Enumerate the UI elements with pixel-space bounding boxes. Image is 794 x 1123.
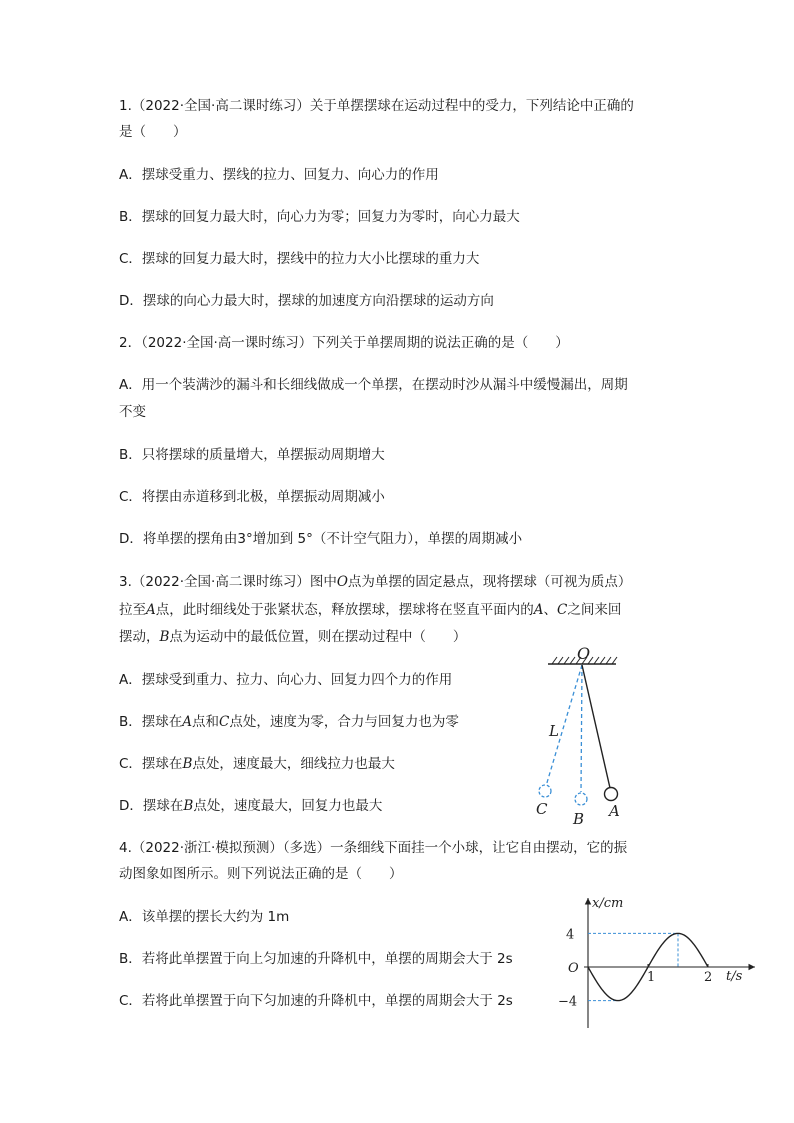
tick-label-x-1: 1 bbox=[647, 970, 656, 985]
origin-label: O bbox=[568, 961, 579, 976]
q3-option-d: D．摆球在B点处，速度最大，回复力也最大 bbox=[119, 798, 383, 814]
q3-option-a: A．摆球受到重力、拉力、向心力、回复力四个力的作用 bbox=[119, 672, 453, 688]
q1-stem-line2: 是（ ） bbox=[119, 124, 187, 140]
tick-label-x-2: 2 bbox=[704, 970, 713, 985]
label-b: B bbox=[573, 810, 585, 828]
q1-stem-line1: 1.（2022·全国·高二课时练习）关于单摆摆球在运动过程中的受力，下列结论中正确的 bbox=[119, 98, 634, 114]
ball-b bbox=[575, 793, 587, 805]
x-axis-label: t/s bbox=[726, 969, 743, 984]
q3-option-b: B．摆球在A点和C点处，速度为零，合力与回复力也为零 bbox=[119, 714, 459, 730]
vibration-graph bbox=[550, 888, 765, 1033]
label-c: C bbox=[536, 800, 548, 818]
ball-a bbox=[605, 788, 618, 801]
q1-option-c: C．摆球的回复力最大时，摆线中的拉力大小比摆球的重力大 bbox=[119, 251, 480, 267]
q2-option-b: B．只将摆球的质量增大，单摆振动周期增大 bbox=[119, 447, 385, 463]
q4-option-b: B．若将此单摆置于向上匀加速的升降机中，单摆的周期会大于 2s bbox=[119, 951, 513, 967]
q4-stem-line2: 动图象如图所示。则下列说法正确的是（ ） bbox=[119, 866, 403, 882]
label-a: A bbox=[609, 802, 620, 820]
q2-option-d: D．将单摆的摆角由3°增加到 5°（不计空气阻力），单摆的周期减小 bbox=[119, 531, 523, 547]
q2-option-a-line2: 不变 bbox=[119, 404, 146, 420]
q4-stem-line1: 4.（2022·浙江·模拟预测）（多选）一条细线下面挂一个小球，让它自由摆动，它的振 bbox=[119, 840, 628, 856]
q2-option-a-line1: A．用一个装满沙的漏斗和长细线做成一个单摆，在摆动时沙从漏斗中缓慢漏出，周期 bbox=[119, 377, 628, 393]
q2-option-c: C．将摆由赤道移到北极，单摆振动周期减小 bbox=[119, 489, 385, 505]
q1-option-d: D．摆球的向心力最大时，摆球的加速度方向沿摆球的运动方向 bbox=[119, 293, 494, 309]
tick-label-y-min: −4 bbox=[558, 994, 578, 1010]
q3-option-c: C．摆球在B点处，速度最大，细线拉力也最大 bbox=[119, 756, 395, 772]
length-label: L bbox=[549, 722, 559, 740]
string-a bbox=[582, 665, 610, 788]
y-axis-label: x/cm bbox=[592, 896, 624, 911]
q1-option-b: B．摆球的回复力最大时，向心力为零；回复力为零时，向心力最大 bbox=[119, 209, 520, 225]
q4-option-c: C．若将此单摆置于向下匀加速的升降机中，单摆的周期会大于 2s bbox=[119, 993, 513, 1009]
pendulum-diagram bbox=[520, 640, 630, 830]
q4-option-a: A．该单摆的摆长大约为 1m bbox=[119, 909, 290, 925]
q3-stem-line3: 摆动，B点为运动中的最低位置，则在摆动过程中（ ） bbox=[119, 629, 467, 645]
tick-label-y-max: 4 bbox=[566, 927, 575, 943]
q2-stem: 2．（2022·全国·高一课时练习）下列关于单摆周期的说法正确的是（ ） bbox=[119, 335, 569, 351]
pivot-label: O bbox=[577, 644, 591, 663]
q3-stem-line1: 3.（2022·全国·高二课时练习）图中O点为单摆的固定悬点，现将摆球（可视为质点） bbox=[119, 574, 632, 590]
string-b bbox=[581, 665, 582, 792]
ball-c bbox=[539, 785, 551, 797]
q3-stem-line2: 拉至A点，此时细线处于张紧状态，释放摆球，摆球将在竖直平面内的A、C之间来回 bbox=[119, 602, 622, 618]
q1-option-a: A．摆球受重力、摆线的拉力、回复力、向心力的作用 bbox=[119, 167, 439, 183]
